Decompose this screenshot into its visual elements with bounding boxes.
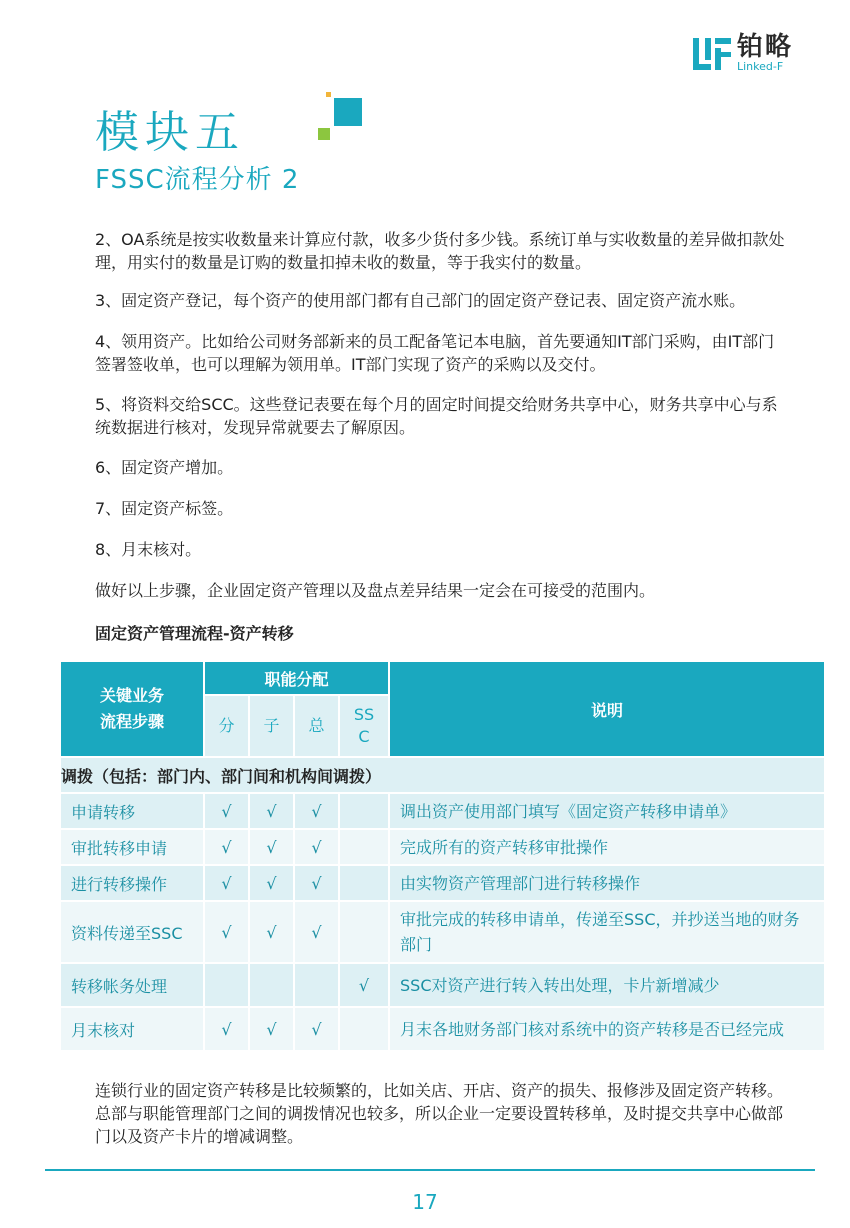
brand-mark-icon [693,34,731,72]
mark-cell [339,829,389,865]
mark-cell: √ [339,963,389,1007]
brand-name-en: Linked-F [737,60,784,73]
header-subsidiary: 子 [249,695,294,757]
mark-cell: √ [249,865,294,901]
mark-cell: √ [249,793,294,829]
paragraph-4: 4、领用资产。比如给公司财务部新来的员工配备笔记本电脑，首先要通知IT部门采购，由IT部门签署签收单，也可以理解为领用单。IT部门实现了资产的采购以及交付。 [95,332,775,374]
desc-cell: 月末各地财务部门核对系统中的资产转移是否已经完成 [389,1007,825,1051]
mark-cell: √ [294,1007,339,1051]
step-cell: 月末核对 [60,1007,204,1051]
mark-cell [339,793,389,829]
mark-cell [339,901,389,963]
mark-cell: √ [249,1007,294,1051]
mark-cell [204,963,249,1007]
group-label: 调拨（包括：部门内、部门间和机构间调拨） [60,757,825,793]
closing-paragraph: 连锁行业的固定资产转移是比较频繁的，比如关店、开店、资产的损失、报修涉及固定资产转移。总部与职能管理部门之间的调拨情况也较多，所以企业一定要设置转移单，及时提交共享中心做部门以及资产卡片的增减调整。 [95,1081,784,1146]
desc-cell: SSC对资产进行转入转出处理，卡片新增减少 [389,963,825,1007]
footer-divider [45,1169,815,1171]
header-description: 说明 [389,661,825,757]
page-subtitle: FSSC流程分析 2 [95,165,300,195]
mark-cell: √ [294,793,339,829]
page-title: 模块五 [95,107,245,158]
desc-cell: 完成所有的资产转移审批操作 [389,829,825,865]
table-row [60,963,825,1007]
mark-cell: √ [204,1007,249,1051]
header-function-allocation: 职能分配 [204,661,389,695]
header-branch: 分 [204,695,249,757]
paragraph-8: 8、月末核对。 [95,540,202,559]
mark-cell: √ [204,793,249,829]
page-number: 17 [412,1190,438,1214]
brand-logo [693,32,813,74]
mark-cell: √ [249,829,294,865]
paragraph-3: 3、固定资产登记，每个资产的使用部门都有自己部门的固定资产登记表、固定资产流水账。 [95,291,746,310]
mark-cell [339,865,389,901]
mark-cell [339,1007,389,1051]
desc-cell: 由实物资产管理部门进行转移操作 [389,865,825,901]
brand-name-cn: 铂略 [737,32,794,62]
header-headquarters: 总 [294,695,339,757]
step-cell: 进行转移操作 [60,865,204,901]
table-row [60,901,825,963]
step-cell: 资料传递至SSC [60,901,204,963]
mark-cell: √ [204,829,249,865]
desc-cell: 调出资产使用部门填写《固定资产转移申请单》 [389,793,825,829]
decorative-squares-icon [318,92,366,144]
header-ssc: SS C [339,695,389,757]
paragraph-2: 2、OA系统是按实收数量来计算应付款，收多少货付多少钱。系统订单与实收数量的差异做扣款处理，用实付的数量是订购的数量扣掉未收的数量，等于我实付的数量。 [95,230,785,272]
mark-cell: √ [294,865,339,901]
mark-cell [294,963,339,1007]
step-cell: 申请转移 [60,793,204,829]
step-cell: 审批转移申请 [60,829,204,865]
table-title: 固定资产管理流程-资产转移 [95,624,294,643]
table-row [60,865,825,901]
header-key-steps: 关键业务 流程步骤 [60,661,204,757]
process-table [59,660,826,1052]
mark-cell: √ [249,901,294,963]
desc-cell: 审批完成的转移申请单，传递至SSC，并抄送当地的财务部门 [389,901,825,963]
mark-cell: √ [204,865,249,901]
table-row [60,793,825,829]
mark-cell: √ [294,901,339,963]
paragraph-6: 6、固定资产增加。 [95,458,234,477]
table-row [60,829,825,865]
mark-cell: √ [294,829,339,865]
mark-cell [249,963,294,1007]
mark-cell: √ [204,901,249,963]
paragraph-summary: 做好以上步骤，企业固定资产管理以及盘点差异结果一定会在可接受的范围内。 [95,581,656,600]
table-row [60,1007,825,1051]
paragraph-7: 7、固定资产标签。 [95,499,234,518]
paragraph-5: 5、将资料交给SCC。这些登记表要在每个月的固定时间提交给财务共享中心，财务共享中心与系统数据进行核对，发现异常就要去了解原因。 [95,395,778,437]
step-cell: 转移帐务处理 [60,963,204,1007]
